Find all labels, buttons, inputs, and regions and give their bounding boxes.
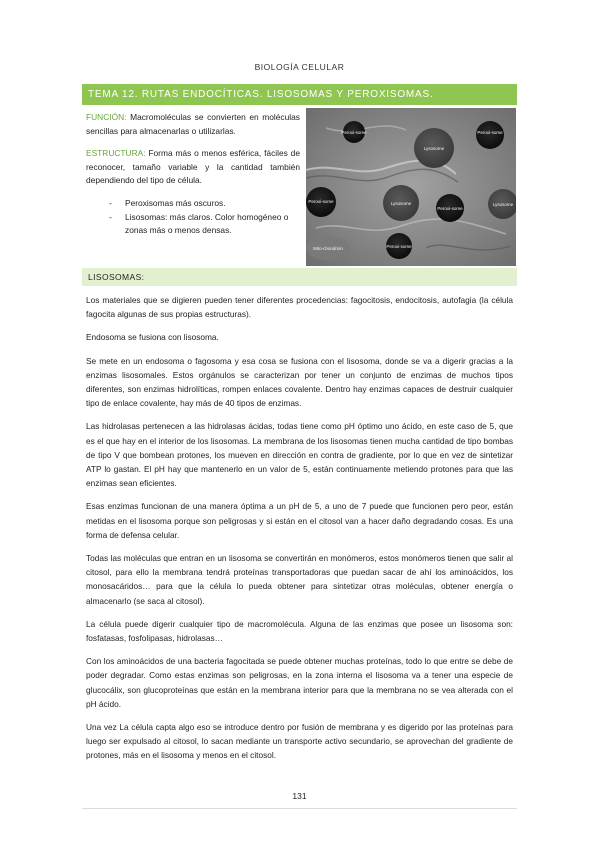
figure-label: Mito-chondrion bbox=[313, 246, 343, 251]
body-paragraph: Se mete en un endosoma o fagosoma y esa cosa se fusiona con el lisosoma, donde se va a digerir gracias a la enzimas lisosomales. Estos orgánulos se caracterizan por tener un conjunto de enzimas de muchos tipos diferentes, son enzimas hidrolíticas, rompen enlaces covalente. Dentro hay enzimas capaces de destruir cualquier tipo de enlace covalente, hay más de 40 tipos de enzimas. bbox=[86, 355, 513, 409]
figure-label: Peroxi-some bbox=[477, 130, 503, 135]
body-paragraph: Con los aminoácidos de una bacteria fagocitada se puede obtener muchas proteínas, todo lo que entre se debe de poder degradar. Como estas enzimas son peligrosas, en la zona interna el lisosoma va a tener una especie de glucocálix, son glucoproteínas que están en la membrana interior para que la membrana no se vea alterada con el pH ácido. bbox=[86, 656, 513, 709]
figure-label: Lysosome bbox=[423, 146, 445, 151]
micrograph-illustration bbox=[306, 108, 516, 266]
body-paragraph: Esas enzimas funcionan de una manera óptima a un pH de 5, a uno de 7 puede que funcionen pero peor, están metidas en el lisosoma porque son peligrosas y si están en el citosol van a hacer daño degradando cosas. Es una forma de defensa celular. bbox=[86, 501, 513, 540]
body-paragraph: Los materiales que se digieren pueden tener diferentes procedencias: fagocitosis, endocitosis, autofagia (la célula fagocita algunas de sus propias estructuras). bbox=[86, 295, 513, 320]
intro-block bbox=[86, 111, 300, 238]
body-text bbox=[86, 293, 513, 772]
figure-label: Lysosome bbox=[492, 202, 514, 207]
page-header: BIOLOGÍA CELULAR bbox=[254, 62, 345, 72]
funcion-text: Macromoléculas se convierten en moléculas sencillas para almacenarlas o utilizarlas. bbox=[86, 112, 300, 136]
footer-divider bbox=[82, 808, 517, 809]
body-paragraph: Una vez La célula capta algo eso se introduce dentro por fusión de membrana y es digerido por las proteínas para luego ser expulsado al citosol, lo sacan mediante un transporte activo secundario, se aprovechan del gradiente de protones, más en el lisosoma y menos en el citosol. bbox=[86, 722, 513, 761]
estructura-paragraph bbox=[86, 147, 300, 188]
page-number: 131 bbox=[292, 791, 307, 801]
list-item: - Lisosomas: más claros. Color homogéneo o zonas más o menos densas. bbox=[111, 211, 300, 238]
funcion-paragraph bbox=[86, 111, 300, 138]
body-paragraph: Endosoma se fusiona con lisosoma. bbox=[86, 332, 219, 343]
figure-label: Peroxi-some bbox=[341, 130, 367, 135]
estructura-text: Forma más o menos esférica, fáciles de reconocer, tamaño variable y la cantidad también dependiendo del tipo de célula. bbox=[86, 148, 300, 186]
topic-banner: TEMA 12. RUTAS ENDOCÍTICAS. LISOSOMAS Y PEROXISOMAS. bbox=[82, 84, 517, 105]
body-paragraph: Todas las moléculas que entran en un lisosoma se convertirán en monómeros, estos monómeros tienen que salir al citosol, para ello la membrana tendrá proteínas transportadoras que puedan sacar de ahí los aminoácidos, los monosacáridos… para que la célula lo pueda obtener para sintetizar otras moléculas, obtener energía o almacenarlo (se saca al citosol). bbox=[86, 553, 513, 606]
estructura-label: ESTRUCTURA: bbox=[86, 148, 146, 159]
figure-label: Peroxi-some bbox=[437, 206, 463, 211]
body-paragraph: Las hidrolasas pertenecen a las hidrolasas ácidas, todas tiene como pH óptimo uno ácido, en este caso de 5, que es el que hay en el interior de los lisosomas. La membrana de los lisosomas tienen mucha cantidad de tipo bombas de tipo V que bombean protones, los mueven en dirección en contra de gradiente, por lo que en vez de sintetizar ATP lo gastan. El pH hay que mantenerlo en un valor de 5, están continuamente metiendo protones para que las enzimas sean eficientes. bbox=[86, 421, 513, 489]
structure-list bbox=[86, 197, 300, 238]
section-header: LISOSOMAS: bbox=[82, 268, 517, 286]
figure-label: Peroxi-some bbox=[386, 244, 412, 249]
body-paragraph: La célula puede digerir cualquier tipo de macromolécula. Alguna de las enzimas que posee un lisosoma son: fosfatasas, fosfolipasas, hidrolasas… bbox=[86, 618, 513, 644]
figure-label: Peroxi-some bbox=[308, 199, 334, 204]
micrograph-image bbox=[306, 108, 516, 266]
funcion-label: FUNCIÓN: bbox=[86, 112, 127, 122]
list-item: - Peroxisomas más oscuros. bbox=[111, 197, 300, 211]
figure-label: Lysosome bbox=[390, 201, 412, 206]
